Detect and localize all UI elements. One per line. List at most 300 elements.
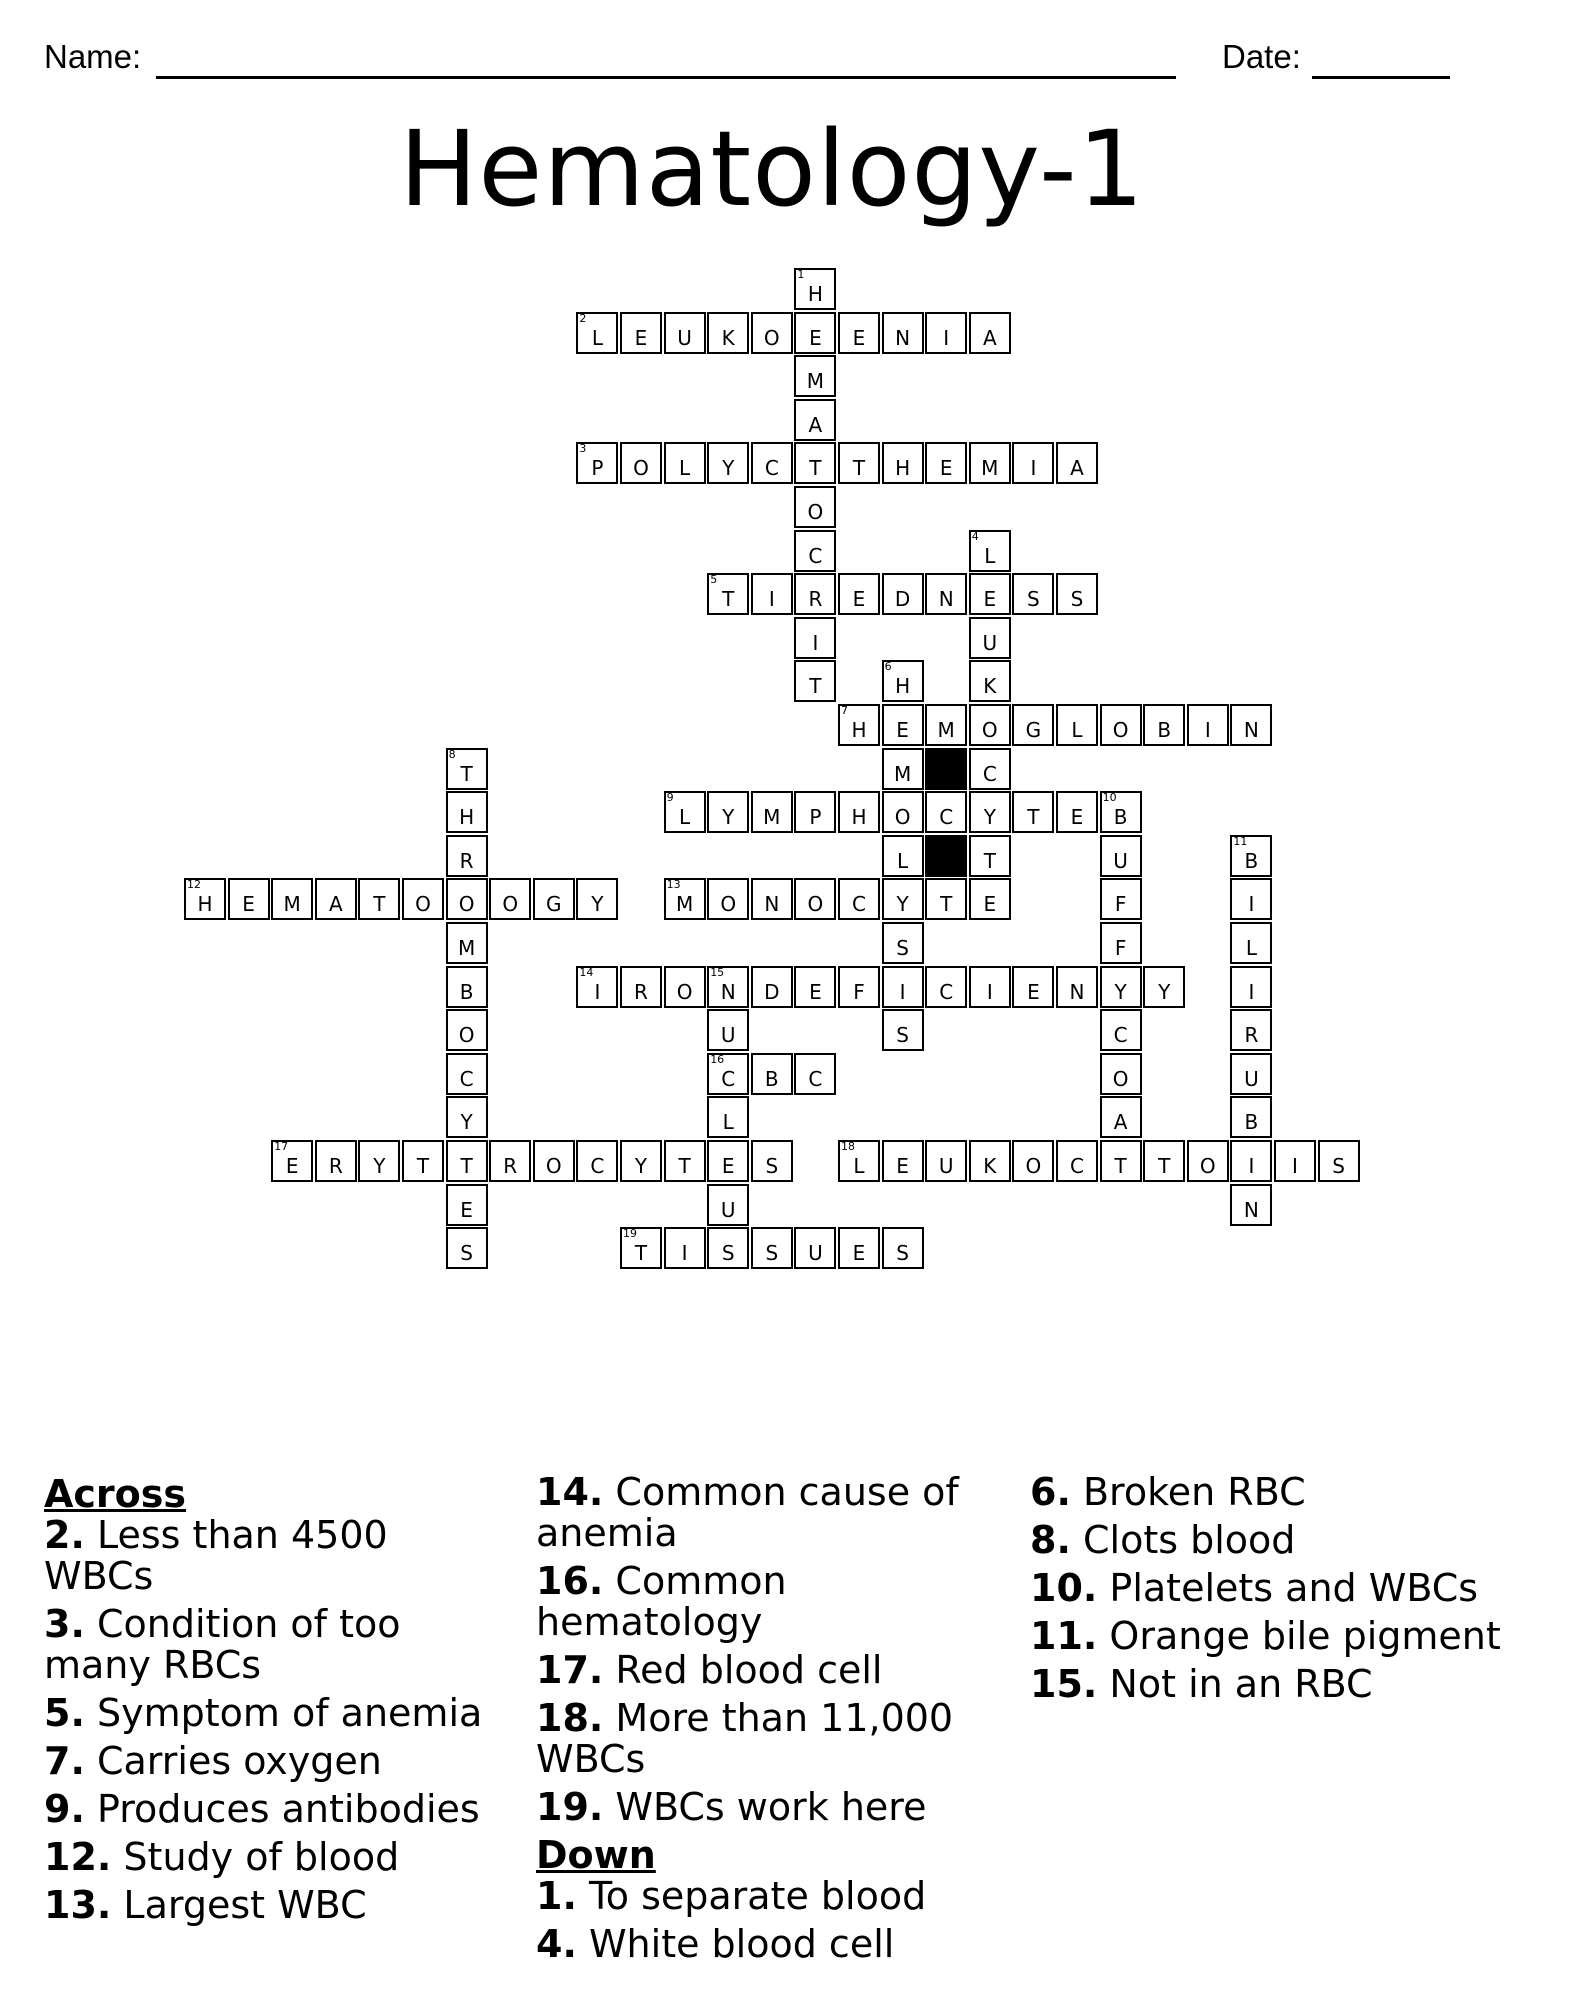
clue-column-1 (44, 1472, 484, 1933)
grid-cell[interactable] (794, 878, 836, 920)
cell-letter: E (983, 892, 997, 917)
grid-cell[interactable] (1012, 704, 1054, 746)
cell-letter: T (634, 1241, 648, 1266)
grid-cell[interactable] (446, 791, 488, 833)
cell-letter: A (1113, 1110, 1128, 1135)
clue-number: 4 (971, 529, 979, 543)
grid-cell[interactable] (1056, 573, 1098, 615)
grid-cell[interactable] (1100, 1096, 1142, 1138)
grid-cell[interactable] (620, 442, 662, 484)
clue-number: 6 (884, 660, 892, 674)
grid-cell[interactable] (1100, 791, 1142, 833)
cell-letter: Y (634, 1154, 648, 1178)
grid-cell[interactable] (751, 1140, 793, 1182)
cell-letter: E (1070, 805, 1084, 830)
cell-letter: L (722, 1110, 734, 1135)
grid-cell[interactable] (402, 1140, 444, 1182)
grid-cell[interactable] (446, 922, 488, 964)
grid-cell[interactable] (925, 442, 967, 484)
cell-letter: I (899, 979, 906, 1004)
cell-letter: N (764, 892, 780, 917)
clue-item: 17. Red blood cell (536, 1648, 883, 1692)
cell-letter: B (764, 1066, 779, 1091)
cell-letter: C (982, 761, 997, 786)
cell-letter: T (460, 1154, 473, 1178)
grid-cell[interactable] (184, 878, 226, 920)
cell-letter: D (894, 587, 911, 612)
cell-letter: I (943, 325, 950, 350)
cell-letter: K (721, 325, 735, 350)
grid-cell[interactable] (794, 966, 836, 1008)
cell-letter: T (1027, 805, 1040, 830)
grid-cell[interactable] (882, 442, 924, 484)
grid-cell[interactable] (751, 1053, 793, 1095)
grid-cell[interactable] (969, 791, 1011, 833)
cell-letter: B (459, 979, 474, 1004)
black-cell (925, 748, 967, 790)
grid-cell[interactable] (925, 1140, 967, 1182)
grid-cell[interactable] (882, 922, 924, 964)
cell-letter: C (721, 1066, 736, 1091)
grid-cell[interactable] (664, 791, 706, 833)
grid-cell[interactable] (751, 573, 793, 615)
grid-cell[interactable] (1100, 922, 1142, 964)
cell-letter: T (722, 587, 735, 612)
grid-cell[interactable] (1230, 878, 1272, 920)
grid-cell[interactable] (707, 1009, 749, 1051)
grid-cell[interactable] (882, 748, 924, 790)
grid-cell[interactable] (533, 1140, 575, 1182)
grid-cell[interactable] (446, 835, 488, 877)
grid-cell[interactable] (1100, 966, 1142, 1008)
grid-cell[interactable] (707, 312, 749, 354)
grid-cell[interactable] (969, 442, 1011, 484)
grid-cell[interactable] (1230, 835, 1272, 877)
cell-letter: A (982, 325, 997, 350)
grid-cell[interactable] (838, 966, 880, 1008)
cell-letter: I (1248, 979, 1255, 1004)
grid-cell[interactable] (794, 442, 836, 484)
clue-item: 3. Condition of too many RBCs (44, 1602, 401, 1687)
grid-cell[interactable] (271, 1140, 313, 1182)
cell-letter: L (853, 1154, 865, 1178)
cell-letter: I (1292, 1154, 1298, 1178)
grid-cell[interactable] (1056, 704, 1098, 746)
cell-letter: T (809, 456, 822, 481)
cell-letter: R (328, 1154, 343, 1178)
grid-cell[interactable] (882, 1227, 924, 1269)
clue-item: 11. Orange bile pigment (1030, 1614, 1501, 1658)
cell-letter: A (328, 892, 343, 917)
cell-letter: Y (896, 892, 909, 917)
grid-cell[interactable] (1230, 922, 1272, 964)
cell-letter: T (460, 761, 473, 786)
cell-letter: G (1025, 718, 1042, 742)
grid-cell[interactable] (794, 268, 836, 310)
grid-cell[interactable] (969, 573, 1011, 615)
grid-cell[interactable] (446, 1184, 488, 1226)
grid-cell[interactable] (925, 791, 967, 833)
cell-letter: L (591, 325, 603, 350)
grid-cell[interactable] (1100, 835, 1142, 877)
grid-cell[interactable] (664, 966, 706, 1008)
clue-item: 7. Carries oxygen (44, 1739, 382, 1783)
grid-cell[interactable] (707, 966, 749, 1008)
grid-cell[interactable] (794, 573, 836, 615)
grid-cell[interactable] (1056, 442, 1098, 484)
grid-cell[interactable] (707, 1096, 749, 1138)
grid-cell[interactable] (882, 878, 924, 920)
clue-item: 10. Platelets and WBCs (1030, 1566, 1479, 1610)
clue-item: 8. Clots blood (1030, 1518, 1296, 1562)
grid-cell[interactable] (794, 312, 836, 354)
grid-cell[interactable] (1143, 704, 1185, 746)
grid-cell[interactable] (882, 1140, 924, 1182)
cell-letter: E (721, 1154, 735, 1178)
grid-cell[interactable] (838, 573, 880, 615)
grid-cell[interactable] (489, 878, 531, 920)
grid-cell[interactable] (228, 878, 270, 920)
grid-cell[interactable] (576, 966, 618, 1008)
cell-letter: U (938, 1154, 954, 1178)
grid-cell[interactable] (707, 878, 749, 920)
cell-letter: R (808, 587, 823, 612)
grid-cell[interactable] (794, 486, 836, 528)
grid-cell[interactable] (446, 748, 488, 790)
cell-letter: S (765, 1241, 779, 1266)
grid-cell[interactable] (925, 312, 967, 354)
grid-cell[interactable] (1230, 1140, 1272, 1182)
grid-cell[interactable] (1230, 1096, 1272, 1138)
clue-number: 8 (448, 747, 456, 761)
grid-cell[interactable] (838, 312, 880, 354)
grid-cell[interactable] (620, 312, 662, 354)
cell-letter: T (983, 848, 996, 873)
grid-cell[interactable] (1056, 791, 1098, 833)
grid-cell[interactable] (925, 573, 967, 615)
grid-cell[interactable] (664, 312, 706, 354)
grid-cell[interactable] (1056, 966, 1098, 1008)
cell-letter: E (634, 325, 648, 350)
cell-letter: O (545, 1154, 562, 1178)
grid-cell[interactable] (838, 704, 880, 746)
cell-letter: O (633, 456, 649, 481)
cell-letter: O (981, 718, 998, 742)
grid-cell[interactable] (969, 312, 1011, 354)
clue-number: 9 (666, 791, 674, 805)
grid-cell[interactable] (489, 1140, 531, 1182)
clue-number: 19 (623, 1227, 637, 1241)
clue-number: 3 (579, 442, 587, 456)
cell-letter: H (851, 718, 867, 742)
cell-letter: H (851, 805, 867, 830)
cell-letter: I (812, 630, 819, 655)
name-label: Name: (44, 38, 142, 75)
cell-letter: O (458, 1023, 475, 1048)
grid-cell[interactable] (751, 966, 793, 1008)
grid-cell[interactable] (751, 791, 793, 833)
clue-item: 4. White blood cell (536, 1922, 895, 1966)
grid-cell[interactable] (1230, 704, 1272, 746)
cell-letter: E (809, 979, 822, 1004)
clue-number: 18 (841, 1140, 855, 1153)
grid-cell[interactable] (1143, 1140, 1185, 1182)
cell-letter: O (1025, 1154, 1042, 1178)
date-label: Date: (1222, 38, 1301, 75)
grid-cell[interactable] (925, 704, 967, 746)
grid-cell[interactable] (882, 660, 924, 702)
cell-letter: L (679, 805, 691, 830)
cell-letter: T (373, 892, 386, 917)
grid-cell[interactable] (969, 1140, 1011, 1182)
grid-cell[interactable] (969, 878, 1011, 920)
grid-cell[interactable] (838, 878, 880, 920)
grid-cell[interactable] (576, 878, 618, 920)
black-cell (925, 835, 967, 877)
cell-letter: N (895, 325, 911, 350)
grid-cell[interactable] (707, 573, 749, 615)
clue-number: 15 (710, 965, 725, 979)
cell-letter: Y (460, 1110, 473, 1135)
grid-cell[interactable] (576, 312, 618, 354)
cell-letter: E (896, 1154, 909, 1178)
cell-letter: T (416, 1154, 430, 1178)
grid-cell[interactable] (794, 355, 836, 397)
grid-cell[interactable] (969, 966, 1011, 1008)
grid-cell[interactable] (794, 617, 836, 659)
grid-cell[interactable] (664, 878, 706, 920)
cell-letter: E (1027, 979, 1040, 1004)
cell-letter: H (197, 892, 213, 917)
grid-cell[interactable] (1187, 1140, 1229, 1182)
cell-letter: O (763, 325, 780, 350)
cell-letter: O (415, 892, 431, 917)
grid-cell[interactable] (446, 1053, 488, 1095)
grid-cell[interactable] (751, 1227, 793, 1269)
grid-cell[interactable] (1230, 1009, 1272, 1051)
grid-cell[interactable] (707, 791, 749, 833)
grid-cell[interactable] (882, 791, 924, 833)
cell-letter: C (939, 979, 954, 1004)
cell-letter: G (546, 892, 562, 917)
grid-cell[interactable] (446, 1009, 488, 1051)
grid-cell[interactable] (1143, 966, 1185, 1008)
clue-item: 9. Produces antibodies (44, 1787, 480, 1831)
cell-letter: S (721, 1241, 735, 1266)
cell-letter: T (940, 892, 953, 917)
grid-cell[interactable] (446, 1096, 488, 1138)
cell-letter: K (983, 1154, 997, 1178)
grid-cell[interactable] (1012, 1140, 1054, 1182)
cell-letter: D (764, 979, 780, 1004)
cell-letter: S (765, 1154, 779, 1178)
grid-cell[interactable] (707, 1140, 749, 1182)
grid-cell[interactable] (533, 878, 575, 920)
cell-letter: B (1244, 848, 1259, 873)
grid-cell[interactable] (838, 1227, 880, 1269)
grid-cell[interactable] (1274, 1140, 1316, 1182)
grid-cell[interactable] (1012, 966, 1054, 1008)
grid-cell[interactable] (1318, 1140, 1360, 1182)
grid-cell[interactable] (315, 878, 357, 920)
grid-cell[interactable] (1230, 966, 1272, 1008)
grid-cell[interactable] (707, 1227, 749, 1269)
cell-letter: S (1332, 1154, 1345, 1178)
cell-letter: S (1027, 587, 1040, 612)
grid-cell[interactable] (446, 966, 488, 1008)
cell-letter: A (1070, 456, 1084, 481)
grid-cell[interactable] (1012, 791, 1054, 833)
cell-letter: I (768, 587, 775, 612)
grid-cell[interactable] (358, 1140, 400, 1182)
grid-cell[interactable] (969, 617, 1011, 659)
grid-cell[interactable] (882, 704, 924, 746)
grid-cell[interactable] (882, 966, 924, 1008)
grid-cell[interactable] (969, 530, 1011, 572)
cell-letter: M (763, 805, 781, 830)
grid-cell[interactable] (751, 312, 793, 354)
cell-letter: C (808, 543, 823, 568)
cell-letter: R (503, 1154, 518, 1178)
cell-letter: C (1070, 1154, 1084, 1178)
grid-cell[interactable] (620, 1140, 662, 1182)
cell-letter: I (986, 979, 993, 1004)
cell-letter: E (896, 718, 909, 742)
cell-letter: H (459, 805, 475, 830)
clue-column-3 (1030, 1472, 1550, 1712)
cell-letter: I (1248, 1154, 1255, 1178)
grid-cell[interactable] (794, 399, 836, 441)
grid-cell[interactable] (969, 660, 1011, 702)
grid-cell[interactable] (446, 1227, 488, 1269)
grid-cell[interactable] (620, 1227, 662, 1269)
clue-item: 6. Broken RBC (1030, 1470, 1306, 1514)
cell-letter: M (675, 892, 694, 917)
grid-cell[interactable] (838, 1140, 880, 1182)
grid-cell[interactable] (925, 966, 967, 1008)
cell-letter: H (895, 456, 911, 481)
grid-cell[interactable] (1012, 573, 1054, 615)
cell-letter: Y (983, 805, 996, 830)
grid-cell[interactable] (620, 966, 662, 1008)
clue-item: 2. Less than 4500 WBCs (44, 1513, 388, 1598)
cell-letter: K (983, 674, 997, 699)
clue-number: 17 (274, 1140, 289, 1153)
cell-letter: N (938, 587, 954, 612)
grid-cell[interactable] (1100, 878, 1142, 920)
grid-cell[interactable] (838, 442, 880, 484)
grid-cell[interactable] (969, 748, 1011, 790)
cell-letter: E (852, 325, 866, 350)
cell-letter: L (1071, 718, 1083, 742)
grid-cell[interactable] (358, 878, 400, 920)
cell-letter: L (984, 543, 996, 568)
cell-letter: Y (591, 892, 604, 917)
grid-cell[interactable] (925, 878, 967, 920)
cell-letter: B (1113, 805, 1128, 830)
cell-letter: L (679, 456, 691, 481)
clue-number: 12 (187, 878, 201, 892)
grid-cell[interactable] (794, 530, 836, 572)
grid-cell[interactable] (664, 1227, 706, 1269)
cell-letter: O (807, 500, 824, 524)
grid-cell[interactable] (794, 791, 836, 833)
cell-letter: M (283, 892, 301, 917)
cell-letter: E (852, 587, 866, 612)
grid-cell[interactable] (1100, 704, 1142, 746)
grid-cell[interactable] (794, 660, 836, 702)
grid-cell[interactable] (794, 1227, 836, 1269)
cell-letter: S (1070, 587, 1084, 612)
grid-cell[interactable] (576, 442, 618, 484)
clue-item: 14. Common cause of anemia (536, 1470, 959, 1555)
cell-letter: C (852, 892, 866, 917)
cell-letter: U (720, 1023, 736, 1048)
grid-cell[interactable] (402, 878, 444, 920)
grid-cell[interactable] (576, 1140, 618, 1182)
cell-letter: O (1112, 1066, 1129, 1091)
clue-item: 18. More than 11,000 WBCs (536, 1696, 954, 1781)
grid-cell[interactable] (1100, 1140, 1142, 1182)
grid-cell[interactable] (1100, 1009, 1142, 1051)
cell-letter: L (897, 848, 909, 873)
cell-letter: M (937, 718, 955, 742)
page-title: Hematology-1 (399, 108, 1145, 230)
grid-cell[interactable] (446, 1140, 488, 1182)
grid-cell[interactable] (751, 878, 793, 920)
grid-cell[interactable] (1056, 1140, 1098, 1182)
cell-letter: S (896, 1023, 909, 1048)
clue-item: 16. Common hematology (536, 1559, 787, 1644)
grid-cell[interactable] (838, 791, 880, 833)
grid-cell[interactable] (882, 1009, 924, 1051)
grid-cell[interactable] (882, 312, 924, 354)
grid-cell[interactable] (969, 704, 1011, 746)
grid-cell[interactable] (664, 442, 706, 484)
cell-letter: U (677, 325, 692, 350)
cell-letter: I (1204, 718, 1211, 742)
cell-letter: E (939, 456, 953, 481)
grid-cell[interactable] (707, 1053, 749, 1095)
grid-cell[interactable] (1187, 704, 1229, 746)
clue-item: 13. Largest WBC (44, 1883, 367, 1927)
grid-cell[interactable] (751, 442, 793, 484)
grid-cell[interactable] (969, 835, 1011, 877)
down-heading: Down (536, 1833, 656, 1877)
grid-cell[interactable] (446, 878, 488, 920)
grid-cell[interactable] (1012, 442, 1054, 484)
grid-cell[interactable] (1230, 1184, 1272, 1226)
grid-cell[interactable] (271, 878, 313, 920)
grid-cell[interactable] (1230, 1053, 1272, 1095)
cell-letter: M (893, 761, 912, 786)
grid-cell[interactable] (794, 1053, 836, 1095)
grid-cell[interactable] (882, 573, 924, 615)
cell-letter: O (807, 892, 824, 917)
grid-cell[interactable] (664, 1140, 706, 1182)
cell-letter: U (720, 1197, 736, 1222)
clue-item: 19. WBCs work here (536, 1785, 927, 1829)
clue-number: 16 (710, 1052, 725, 1066)
clue-number: 1 (797, 268, 805, 281)
grid-cell[interactable] (315, 1140, 357, 1182)
cell-letter: F (1114, 892, 1127, 917)
grid-cell[interactable] (882, 835, 924, 877)
grid-cell[interactable] (1100, 1053, 1142, 1095)
cell-letter: O (720, 892, 737, 917)
grid-cell[interactable] (707, 1184, 749, 1226)
grid-cell[interactable] (707, 442, 749, 484)
